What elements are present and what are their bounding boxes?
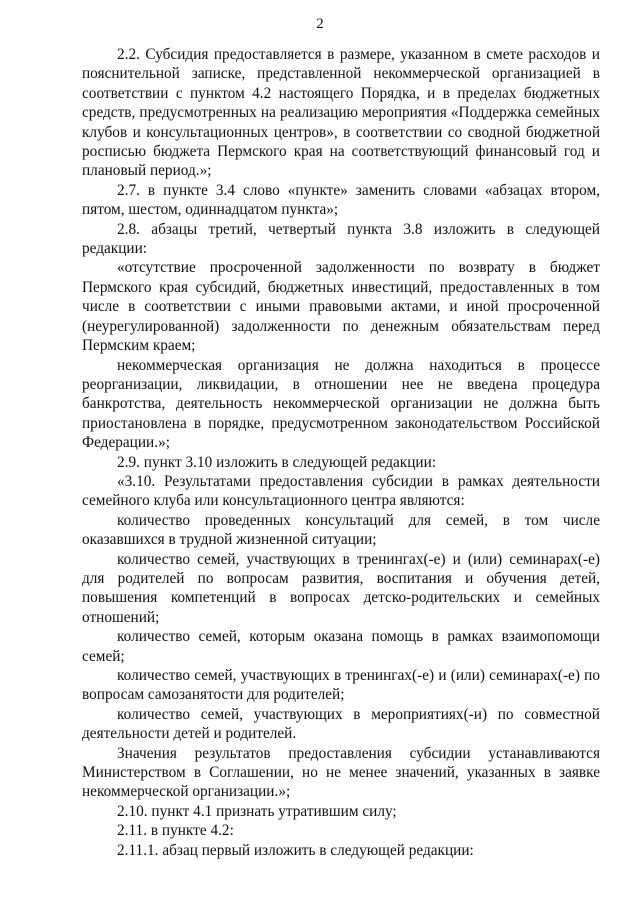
paragraph-2-2: 2.2. Субсидия предоставляется в размере, указанном в смете расходов и пояснительной записке, представленной некоммерческой организацией в соответствии с пунктом 4.2 настоящего Порядка, и в пределах бюджетных средств, предусмотренных на реализацию мероприятия «Поддержка семейных клубов и консультационных центров», в соответствии со сводной бюджетной росписью бюджета Пермского края на соответствующий финансовый год и плановый период.»;: [82, 46, 600, 180]
paragraph-3-10: «3.10. Результатами предоставления субсидии в рамках деятельности семейного клуба или консультационного центра являются:: [82, 472, 600, 510]
paragraph-2-8: 2.8. абзацы третий, четвертый пункта 3.8 изложить в следующей редакции:: [82, 220, 600, 258]
result-item-joint-activities: количество семей, участвующих в мероприятиях(-и) по совместной деятельности детей и родителей.: [82, 705, 600, 743]
paragraph-2-11-1: 2.11.1. абзац первый изложить в следующей редакции:: [117, 841, 474, 859]
paragraph-result-values: Значения результатов предоставления субсидии устанавливаются Министерством в Соглашении, но не менее значений, указанных в заявке некоммерческой организации.»;: [82, 744, 600, 801]
paragraph-2-9: 2.9. пункт 3.10 изложить в следующей редакции:: [117, 453, 437, 471]
paragraph-2-11: 2.11. в пункте 4.2:: [117, 822, 234, 840]
result-item-parent-trainings: количество семей, участвующих в тренингах(-е) и (или) семинарах(-е) для родителей по вопросам развития, воспитания и обучения детей, повышения компетенций в вопросах детско-родительских и семейных отношений;: [82, 550, 600, 626]
paragraph-2-7: 2.7. в пункте 3.4 слово «пункте» заменить словами «абзацах втором, пятом, шестом, одиннадцатом пункта»;: [82, 181, 600, 219]
paragraph-reorganization-condition: некоммерческая организация не должна находиться в процессе реорганизации, ликвидации, в отношении нее не введена процедура банкротства, деятельность некоммерческой организации не должна быть приостановлена в порядке, предусмотренном законодательством Российской Федерации.»;: [82, 356, 600, 452]
page-number: 2: [316, 16, 324, 32]
result-item-consultations: количество проведенных консультаций для семей, в том числе оказавшихся в трудной жизненной ситуации;: [82, 511, 600, 549]
result-item-self-employment: количество семей, участвующих в тренингах(-е) и (или) семинарах(-е) по вопросам самозанятости для родителей;: [82, 667, 600, 704]
result-item-mutual-aid: количество семей, которым оказана помощь в рамках взаимопомощи семей;: [82, 628, 600, 665]
paragraph-2-10: 2.10. пункт 4.1 признать утратившим силу;: [117, 802, 397, 820]
document-body: [82, 45, 600, 860]
paragraph-arrears-condition: «отсутствие просроченной задолженности по возврату в бюджет Пермского края субсидий, бюджетных инвестиций, предоставленных в том числе в соответствии с иными правовыми актами, и иной просроченной (неурегулированной) задолженности по денежным обязательствам перед Пермским краем;: [82, 259, 600, 355]
